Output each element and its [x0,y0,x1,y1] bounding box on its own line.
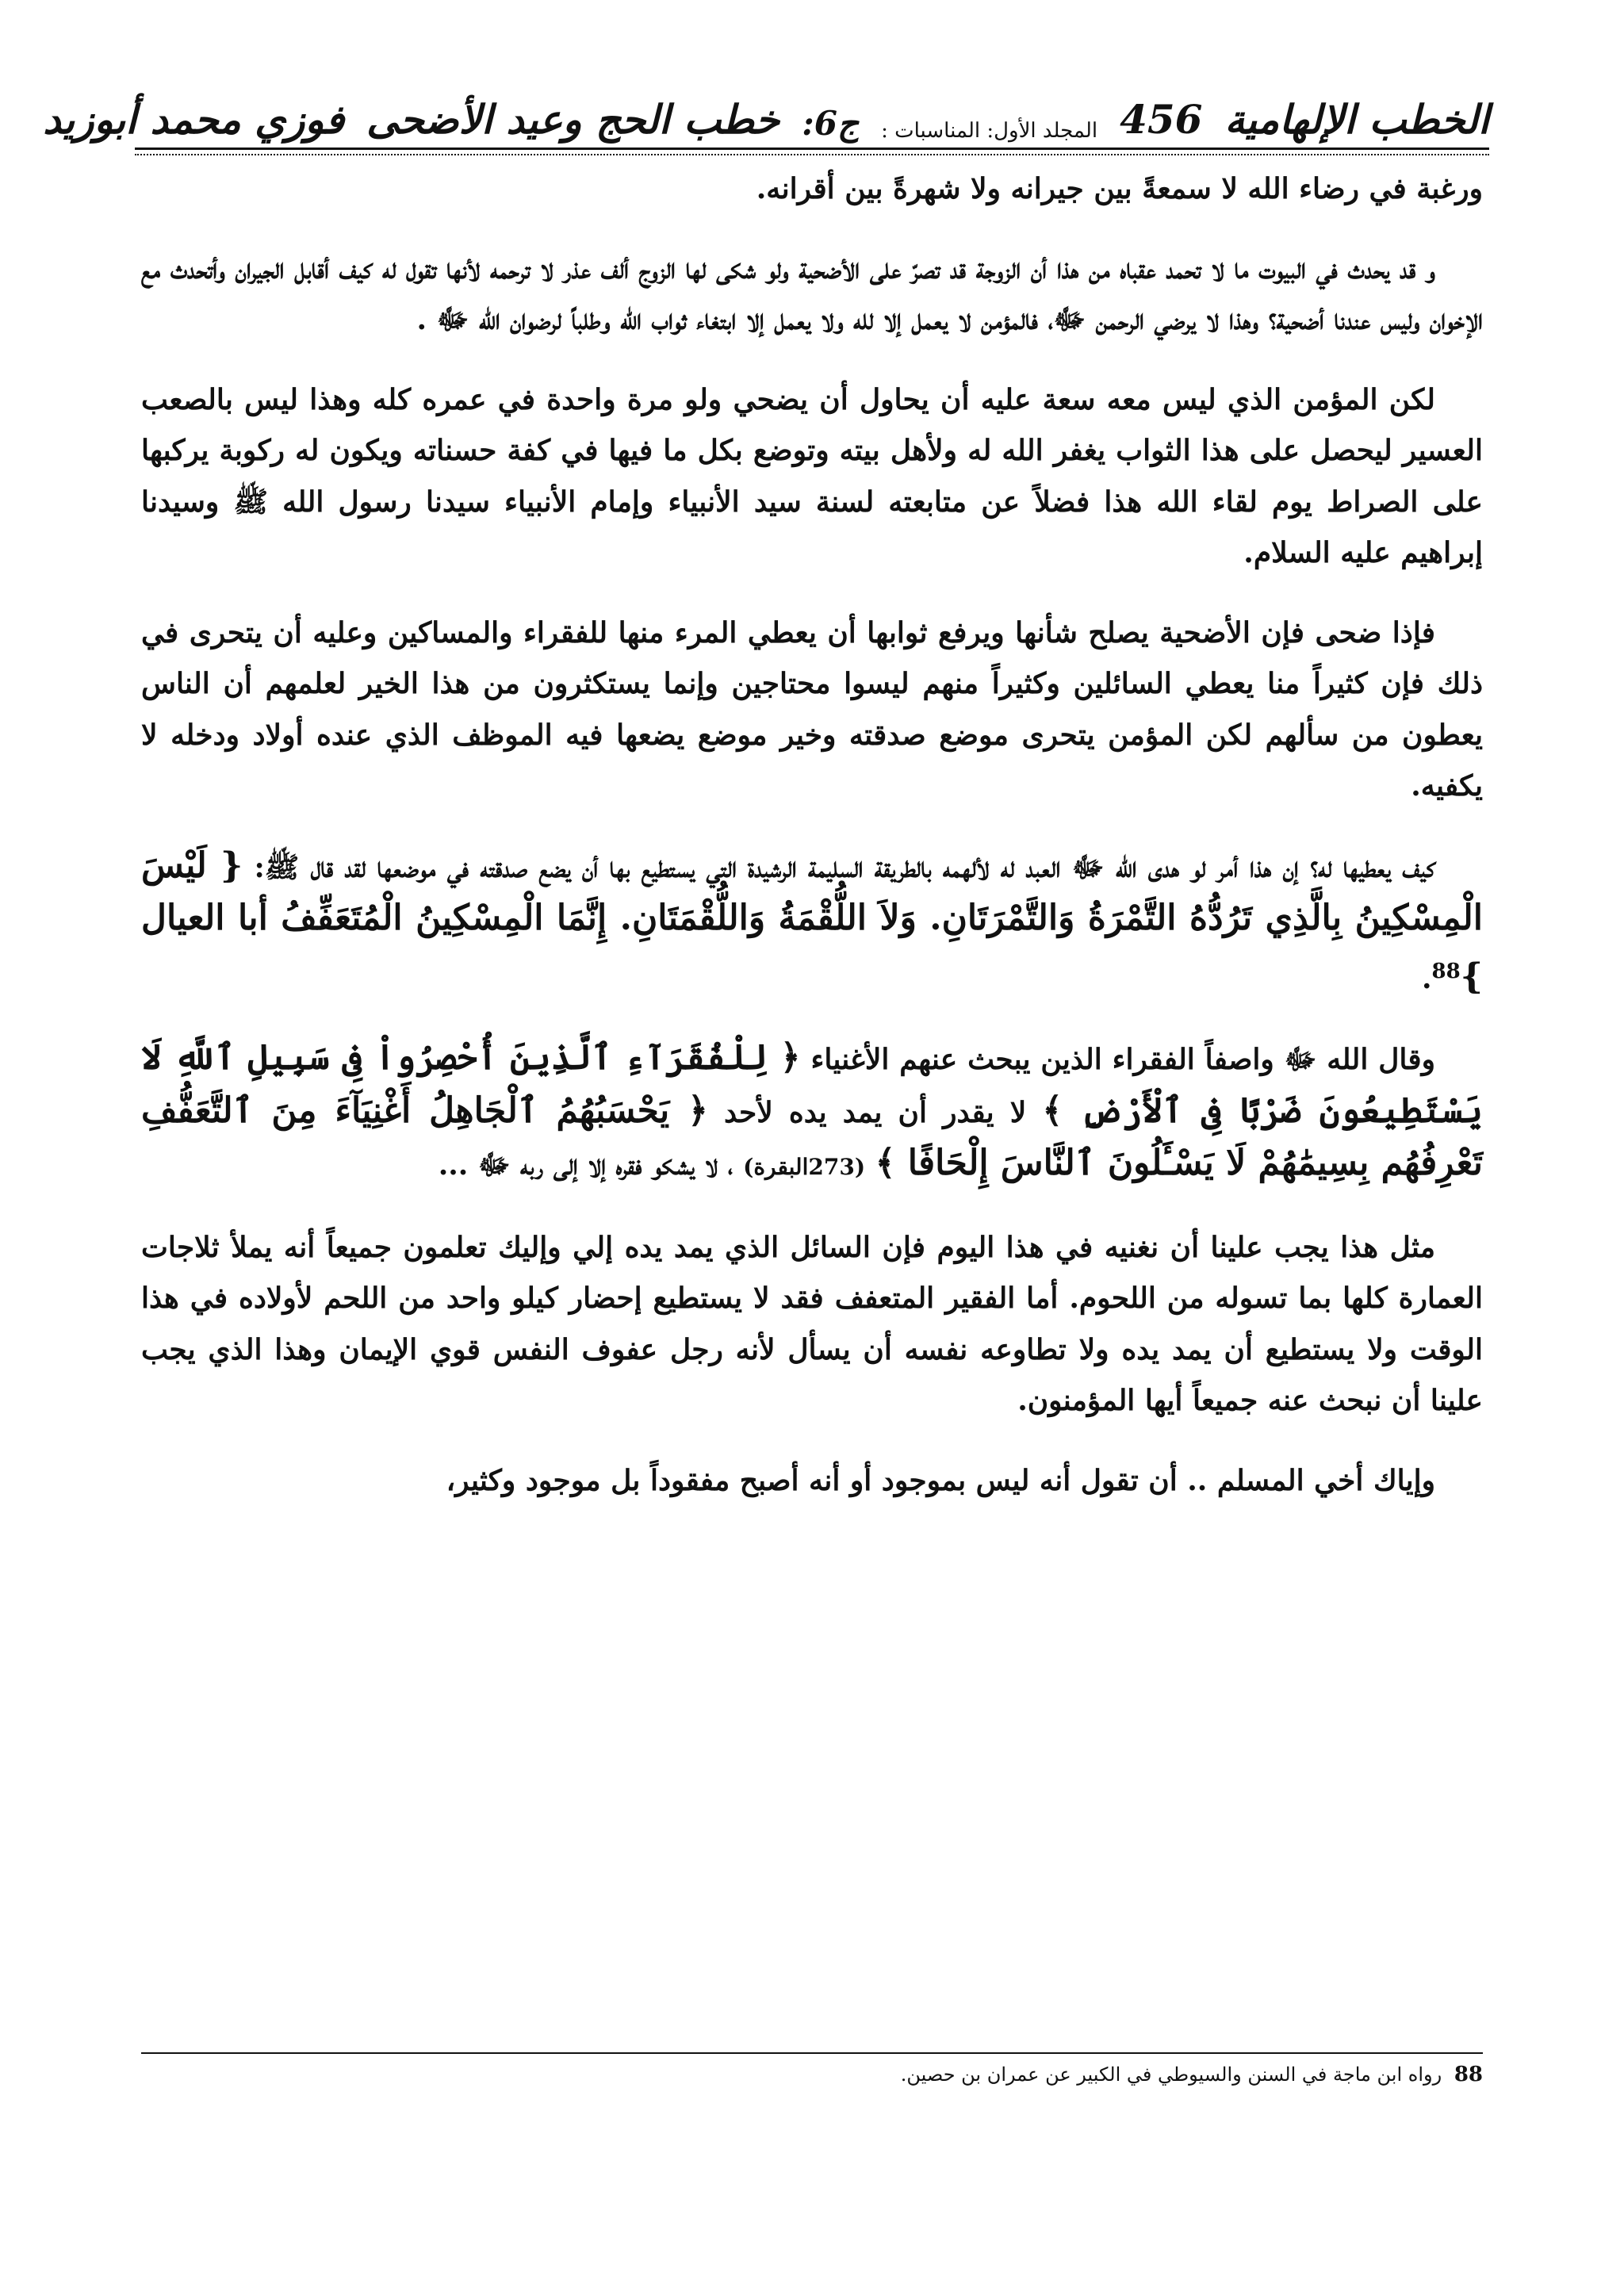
paragraph-3: لكن المؤمن الذي ليس معه سعة عليه أن يحاول أن يضحي ولو مرة واحدة في عمره كله وهذا ليس بالصعب العسير ليحصل على هذا الثواب يغفر الله له ولأهل بيته وتوضع بكل ما فيها في كفة حسناته ويكون له ركوبة يركبها على الصراط يوم لقاء الله هذا فضلاً عن متابعته لسنة سيد الأنبياء وإمام الأنبياء سيدنا رسول الله ﷺ وسيدنا إبراهيم عليه السلام. [141,382,1483,569]
paragraph-6 [141,1032,1483,1193]
paragraph-5-intro: كيف يعطيها له؟ إن هذا أمر لو هدى الله ﷻ العبد له لألهمه بالطريقة السليمة الرشيدة التي يستطيع بها أن يضع صدقته في موضعها لقد قال ﷺ: [254,850,1435,884]
paragraph-8: وإياك أخي المسلم .. أن تقول أنه ليس بموجود أو أنه أصبح مفقوداً بل موجود وكثير، [446,1463,1435,1497]
footnote-number: 88 [1454,2063,1483,2086]
paragraph-4: فإذا ضحى فإن الأضحية يصلح شأنها ويرفع ثوابها أن يعطي المرء منها للفقراء والمساكين وعليه أن يتحرى في ذلك فإن كثيراً منا يعطي السائلين وكثيراً منهم ليسوا محتاجين وإنما يستكثرون من هذا الخير لعلمهم أن الناس يعطون من سألهم لكن المؤمن يتحرى موضع صدقته وخير موضع يضعها فيه الموظف الذي عنده أولاد ودخله لا يكفيه. [141,615,1483,803]
paragraph-7: مثل هذا يجب علينا أن نغنيه في هذا اليوم فإن السائل الذي يمد يده إلي وإليك تعلمون جميعاً أنه يملأ ثلاجات العمارة كلها بما تسوله من اللحوم. أما الفقير المتعفف فقد لا يستطيع إحضار كيلو واحد من اللحم لأولاده في هذا الوقت ولا يستطيع أن يمد يده ولا تطاوعه نفسه أن يسأل لأنه رجل عفوف النفس قوي الإيمان وهذا الذي يجب علينا أن نبحث عنه جميعاً أيها المؤمنون. [141,1230,1483,1417]
book-title: الخطب الإلهامية [1224,96,1489,143]
section-title: خطب الحج وعيد الأضحى [366,96,780,143]
header-dotted-divider [135,154,1489,155]
footnote-reference: 88 [1431,959,1461,983]
volume-label: المجلد الأول: المناسبات : [881,119,1098,143]
paragraph-5: كيف يعطيها له؟ إن هذا أمر لو هدى الله ﷻ العبد له لألهمه بالطريقة السليمة الرشيدة التي يستطيع بها أن يضع صدقته في موضعها لقد قال ﷺ: { لَيْسَ الْمِسْكِينُ بِالَّذِي تَرُدُّهُ التَّمْرَةُ وَالتَّمْرَتَانِ. وَلاَ اللُّقْمَةُ وَاللُّقْمَتَانِ. إِنَّمَا الْمِسْكِينُ الْمُتَعَفِّفُ أبا العيال }$^{88}$. [141,845,1483,997]
page-number: 456 [1120,96,1203,143]
footnote-text: رواه ابن ماجة في السنن والسيوطي في الكبير عن عمران بن حصين. [900,2063,1442,2086]
page-header [43,79,1489,143]
header-divider [135,147,1489,150]
paragraph-6-middle: لا يقدر أن يمد يده لأحد [724,1095,1027,1129]
paragraph-6-intro: وقال الله ﷻ واصفاً الفقراء الذين يبحث عنهم الأغنياء [810,1043,1435,1076]
footnote-divider [141,2052,1483,2054]
paragraph-1: ورغبة في رضاء الله لا سمعةً بين جيرانه ولا شهرةً بين أقرانه. [756,172,1483,205]
quran-verse-2: ﴿ يَحْسَبُهُمُ ٱلْجَاهِلُ أَغْنِيَآءَ مِنَ ٱلتَّعَفُّفِ تَعْرِفُهُم بِسِيمَٰهُمْ لَا يَسْـَٔلُونَ ٱلنَّاسَ إِلْحَافًا ﴾ [141,1090,1483,1183]
verse-reference: (273البقرة) [743,1154,866,1180]
hadith-quote: { لَيْسَ الْمِسْكِينُ بِالَّذِي تَرُدُّهُ التَّمْرَةُ وَالتَّمْرَتَانِ. وَلاَ اللُّقْمَةُ وَاللُّقْمَتَانِ. إِنَّمَا الْمِسْكِينُ الْمُتَعَفِّفُ أبا العيال } [141,845,1483,997]
quran-verse-1: ﴿ لِلْفُقَرَآءِ ٱلَّذِينَ أُحْصِرُواْ فِى سَبِيلِ ٱللَّهِ لَا يَسْتَطِيعُونَ ضَرْبًا فِى ٱلْأَرْضِ ﴾ [141,1037,1483,1131]
page-body [141,163,1483,1534]
author-name: فوزي محمد أبوزيد [43,96,345,143]
paragraph-2: و قد يحدث في البيوت ما لا تحمد عقباه من هذا أن الزوجة قد تصرّ على الأضحية ولو شكى لها الزوج ألف عذر لا ترحمه لأنها تقول له كيف أقابل الجيران وأتحدث مع الإخوان وليس عندنا أضحية؟ وهذا لا يرضي الرحمن ﷻ، فالمؤمن لا يعمل إلا لله ولا يعمل إلا ابتغاء ثواب الله وطلباً لرضوان الله ﷻ . [141,251,1483,336]
paragraph-6-end: ، لا يشكو فقره إلا إلى ربه ﷻ ... [438,1148,733,1182]
part-label: ج6: [802,104,860,143]
footnote [141,2059,1483,2090]
